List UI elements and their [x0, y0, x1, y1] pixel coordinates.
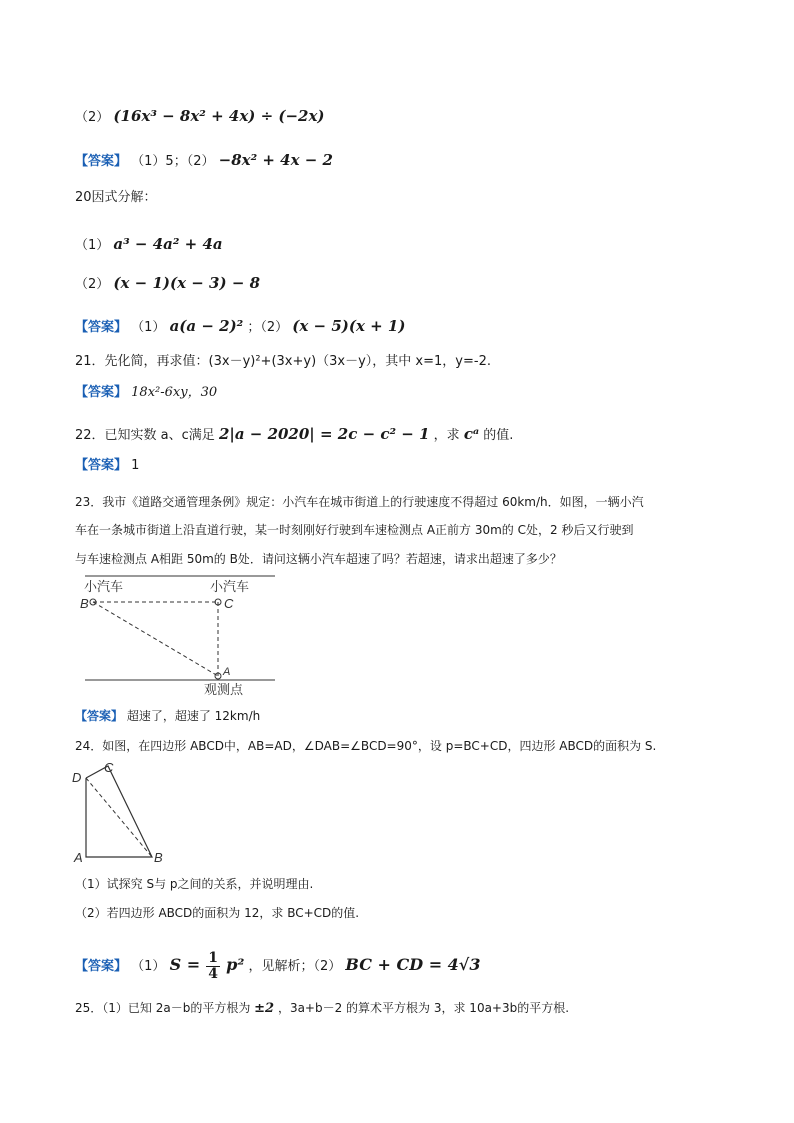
math-expression: cᵃ — [463, 425, 480, 443]
q23-line-2: 车在一条城市街道上沿直道行驶，某一时刻刚好行驶到车速检测点 A正前方 30m的 C处，2 秒后又行驶到 — [75, 523, 634, 537]
q24-sub-1: （1）试探究 S与 p之间的关系，并说明理由. — [75, 877, 314, 891]
q22-answer — [75, 456, 139, 476]
answer-text: 1 — [131, 458, 140, 473]
label-b: B — [154, 850, 163, 865]
q19-answer — [75, 150, 333, 172]
answer-text: 18x²-6xy，30 — [131, 385, 218, 400]
answer-expression-rhs: p² — [226, 955, 245, 974]
q23-line-3: 与车速检测点 A相距 50m的 B处．请问这辆小汽车超速了吗？若超速，请求出超速了多少？ — [75, 552, 562, 566]
q21-answer — [75, 383, 217, 403]
math-expression: 2|a − 2020| = 2c − c² − 1 — [218, 425, 430, 443]
q21-question: 21．先化简，再求值：(3x－y)²+(3x+y)（3x－y），其中 x=1，y=-2. — [75, 354, 491, 369]
label-c: C — [104, 760, 114, 775]
math-expression: (16x³ − 8x² + 4x) ÷ (−2x) — [113, 107, 325, 125]
question-text: 25．（1）已知 2a－b的平方根为 — [75, 1001, 251, 1015]
q23-answer — [75, 706, 260, 726]
answer-label: 【答案】 — [75, 959, 128, 974]
fraction-denominator: 4 — [208, 966, 218, 982]
math-expression: (x − 1)(x − 3) − 8 — [113, 274, 261, 292]
item-number: （1） — [75, 238, 110, 253]
q22-question — [75, 424, 513, 446]
q23-line-1: 23．我市《道路交通管理条例》规定：小汽车在城市街道上的行驶速度不得超过 60km/h．如图，一辆小汽 — [75, 495, 644, 509]
answer-label: 【答案】 — [75, 458, 128, 473]
answer-expression: BC + CD = 4√3 — [345, 955, 481, 974]
q20-title: 20因式分解： — [75, 190, 157, 205]
q19-item-2 — [75, 106, 325, 128]
q20-item-2 — [75, 273, 260, 295]
quadrilateral-abcd — [86, 766, 152, 857]
math-expression: a³ − 4a² + 4a — [113, 235, 223, 253]
label-b: B — [80, 596, 89, 611]
question-text: ，求 — [433, 428, 460, 443]
answer-expression: a(a − 2)² — [169, 317, 244, 335]
answer-text: ；（2） — [247, 320, 289, 335]
station-label: 观测点 — [204, 682, 244, 697]
q20-answer — [75, 316, 405, 338]
label-a: A — [223, 666, 231, 678]
fraction-one-quarter — [206, 951, 220, 982]
answer-label: 【答案】 — [75, 385, 128, 400]
item-number: （2） — [75, 110, 110, 125]
segment-ba — [93, 602, 218, 676]
answer-text: （1） — [131, 959, 166, 974]
q20-item-1 — [75, 234, 223, 256]
car-label-1: 小汽车 — [84, 579, 124, 594]
q25-question — [75, 998, 569, 1019]
answer-label: 【答案】 — [75, 709, 124, 723]
q24-figure — [70, 758, 170, 868]
answer-text: （1）5；（2） — [131, 154, 215, 169]
item-number: （2） — [75, 277, 110, 292]
question-text: 的值. — [483, 428, 514, 443]
q24-sub-2: （2）若四边形 ABCD的面积为 12，求 BC+CD的值. — [75, 906, 360, 920]
question-text: ，3a+b－2 的算术平方根为 3，求 10a+3b的平方根. — [277, 1001, 570, 1015]
answer-label: 【答案】 — [75, 320, 128, 335]
label-d: D — [72, 770, 82, 785]
question-text: 22．已知实数 a、c满足 — [75, 428, 215, 443]
answer-expression: (x − 5)(x + 1) — [292, 317, 406, 335]
q23-figure — [80, 572, 280, 698]
math-expression: ±2 — [254, 1001, 275, 1016]
q24-answer — [75, 948, 480, 984]
label-c: C — [224, 596, 234, 611]
label-a: A — [74, 850, 83, 865]
answer-text: 超速了，超速了 12km/h — [126, 709, 261, 723]
answer-expression: −8x² + 4x − 2 — [218, 151, 333, 169]
car-label-2: 小汽车 — [210, 579, 250, 594]
fraction-numerator: 1 — [208, 950, 218, 966]
q24-question: 24．如图，在四边形 ABCD中，AB=AD，∠DAB=∠BCD=90°，设 p=BC+CD，四边形 ABCD的面积为 S. — [75, 739, 657, 753]
answer-label: 【答案】 — [75, 154, 128, 169]
answer-text: （1） — [131, 320, 166, 335]
answer-expression-lhs: S = — [169, 955, 201, 974]
answer-text: ，见解析；（2） — [248, 959, 342, 974]
